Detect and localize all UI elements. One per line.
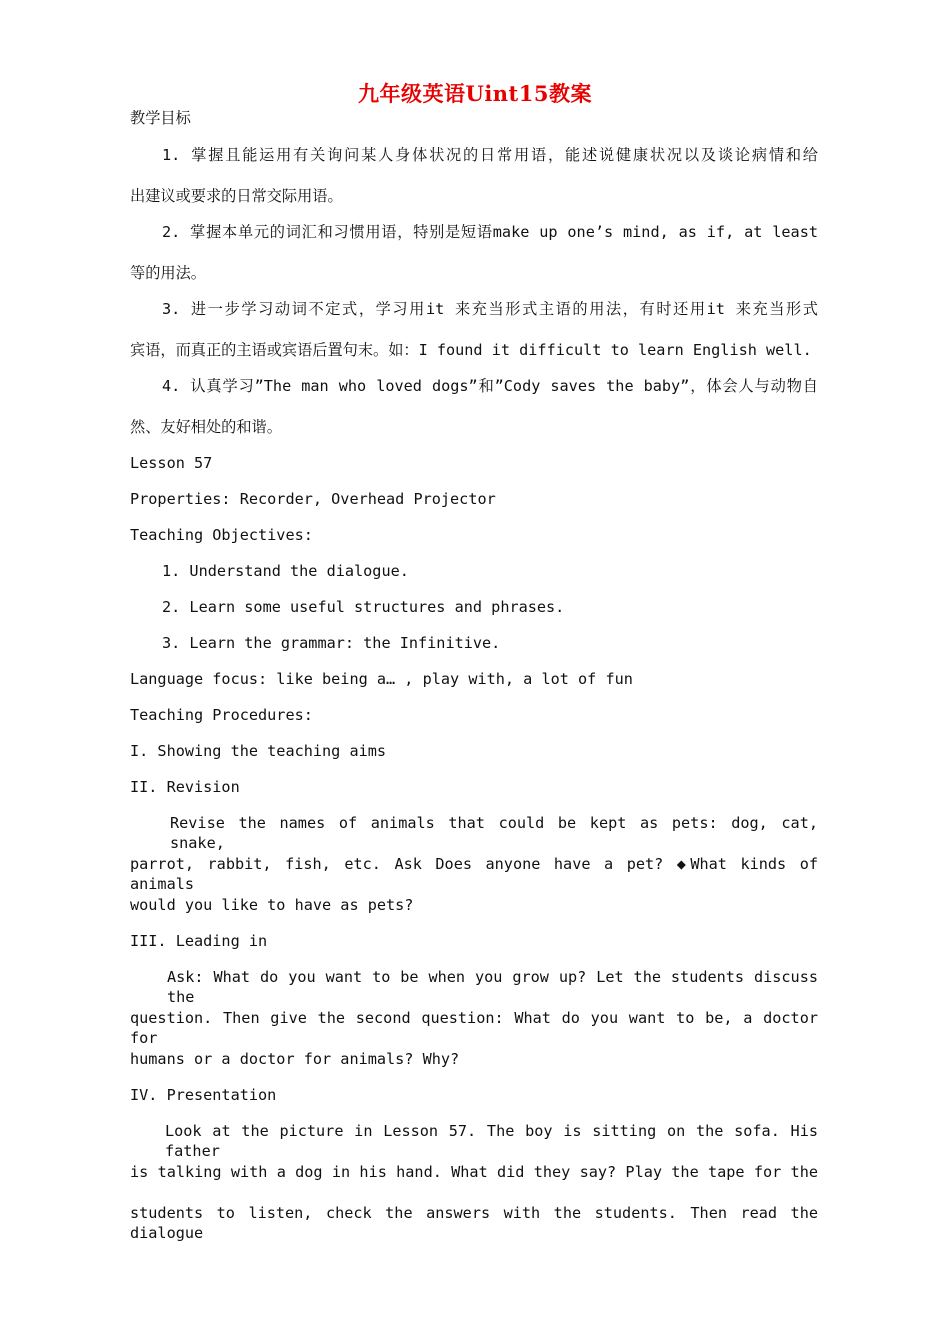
goal-1-line-2: 出建议或要求的日常交际用语。: [130, 187, 343, 205]
objective-2: 2. Learn some useful structures and phrases.: [162, 598, 565, 616]
objective-1: 1. Understand the dialogue.: [162, 562, 409, 580]
lesson-heading: Lesson 57: [130, 454, 213, 472]
language-focus-line: Language focus: like being a… , play with, a lot of fun: [130, 670, 633, 688]
presentation-para-line-2: is talking with a dog in his hand. What did they say? Play the tape for the: [130, 1163, 818, 1181]
goal-1-line-1: 1. 掌握且能运用有关询问某人身体状况的日常用语，能述说健康状况以及谈论病情和给: [162, 146, 818, 164]
revision-para-line-1: Revise the names of animals that could be kept as pets: dog, cat, snake,: [170, 814, 818, 852]
teaching-objectives-heading: Teaching Objectives:: [130, 526, 313, 544]
section-heading-teaching-goals: 教学目标: [130, 109, 191, 127]
step-2-heading: II. Revision: [130, 778, 240, 796]
presentation-para-line-3: students to listen, check the answers with the students. Then read the dialogue: [130, 1204, 818, 1242]
teaching-procedures-heading: Teaching Procedures:: [130, 706, 313, 724]
presentation-para-line-1: Look at the picture in Lesson 57. The boy is sitting on the sofa. His father: [165, 1122, 818, 1160]
goal-3-line-2: 宾语，而真正的主语或宾语后置句末。如：I found it difficult to learn English well.: [130, 341, 812, 359]
leading-in-para-line-1: Ask: What do you want to be when you grow up? Let the students discuss the: [167, 968, 818, 1006]
revision-para-line-2: parrot, rabbit, fish, etc. Ask Does anyone have a pet? ◆What kinds of animals: [130, 855, 818, 893]
goal-3-line-1: 3. 进一步学习动词不定式，学习用it 来充当形式主语的用法，有时还用it 来充当形式: [162, 300, 818, 318]
leading-in-para-line-2: question. Then give the second question: What do you want to be, a doctor for: [130, 1009, 818, 1047]
goal-2-line-1: 2. 掌握本单元的词汇和习惯用语，特别是短语make up one’s mind, as if, at least: [162, 223, 818, 241]
goal-4-line-1: 4. 认真学习”The man who loved dogs”和”Cody saves the baby”，体会人与动物自: [162, 377, 818, 395]
step-3-heading: III. Leading in: [130, 932, 268, 950]
objective-3: 3. Learn the grammar: the Infinitive.: [162, 634, 501, 652]
properties-line: Properties: Recorder, Overhead Projector: [130, 490, 496, 508]
step-4-heading: IV. Presentation: [130, 1086, 277, 1104]
leading-in-para-line-3: humans or a doctor for animals? Why?: [130, 1050, 460, 1068]
revision-para-line-3: would you like to have as pets?: [130, 896, 414, 914]
step-1-heading: I. Showing the teaching aims: [130, 742, 387, 760]
goal-2-line-2: 等的用法。: [130, 264, 206, 282]
document-title: 九年级英语Uint15教案: [358, 81, 592, 106]
goal-4-line-2: 然、友好相处的和谐。: [130, 418, 282, 436]
